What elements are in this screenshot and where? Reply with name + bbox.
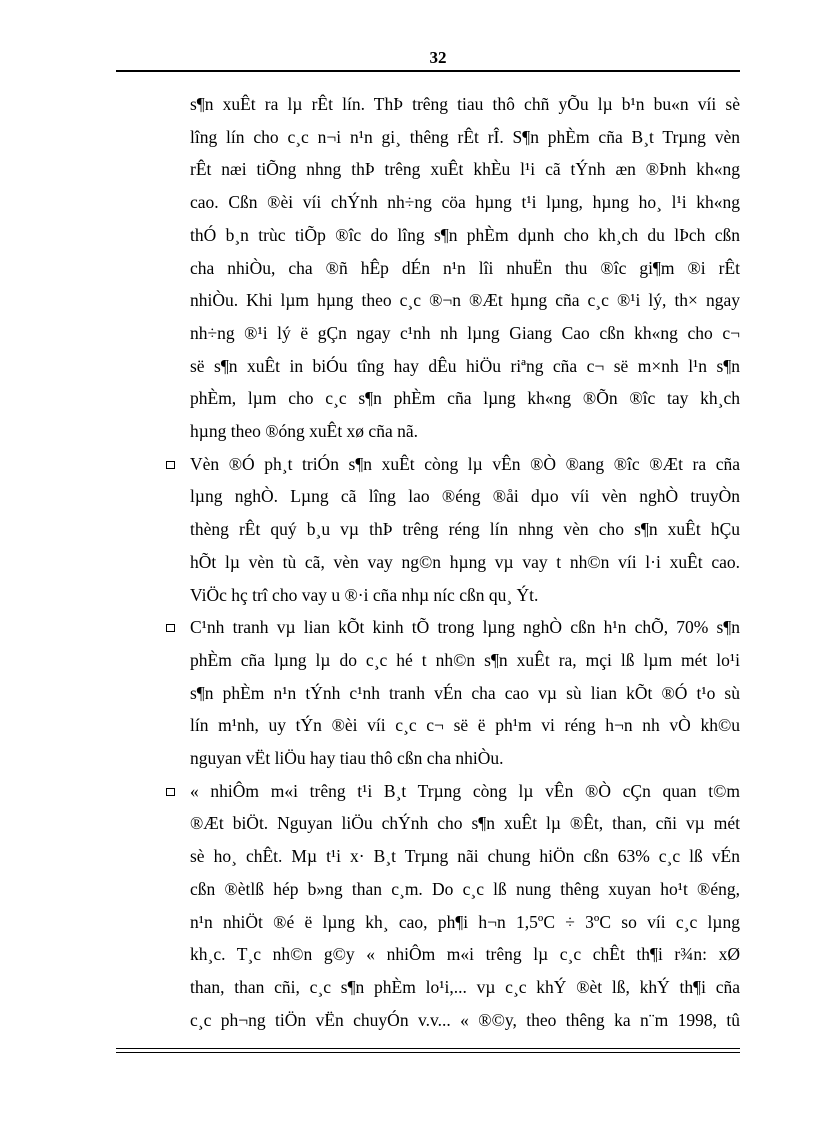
page-number: 32 <box>429 48 447 67</box>
text-line: hÕt lµ vèn tù cã, vèn vay ng©n hµng vµ vay t nh©n víi l·i xuÊt cao. <box>190 551 740 572</box>
text-line: cßn ®ètlß hép b»ng than c¸m. Do c¸c lß nung thêng xuyan ho¹t ®éng, <box>190 878 740 899</box>
text-line: sè ho¸ chÊt. Mµ t¹i x· B¸t Trµng nãi chung hiÖn cßn 63% c¸c lß vÉn <box>190 846 740 867</box>
square-bullet-icon <box>166 461 175 469</box>
intro-paragraph <box>190 88 740 448</box>
text-line: nh÷ng ®¹i lý ë gÇn ngay c¹nh nh lµng Giang Cao cßn kh«ng cho c¬ <box>190 322 740 343</box>
text-line: cao. Cßn ®èi víi chÝnh nh÷ng cöa hµng t¹i lµng, hµng ho¸ l¹i kh«ng <box>190 192 740 213</box>
text-line: s¶n phÈm n¹n tÝnh c¹nh tranh vÉn cha cao vµ sù lian kÕt ®Ó t¹o sù <box>190 682 740 703</box>
bullet-item-competition <box>190 611 740 775</box>
square-bullet-icon <box>166 624 175 632</box>
text-line: lîng lín cho c¸c n¬i n¹n gi¸ thêng rÊt rÎ. S¶n phÈm cña B¸t Trµng vèn <box>190 126 740 147</box>
text-line: ViÖc hç trî cho vay u ®·i cña nhµ níc cßn qu¸ Ýt. <box>190 584 539 605</box>
text-line: nhiÒu. Khi lµm hµng theo c¸c ®¬n ®Æt hµng cña c¸c ®¹i lý, th× ngay <box>190 290 740 311</box>
bullet-item-pollution <box>190 775 740 1037</box>
text-line: phÈm cña lµng lµ do c¸c hé t nh©n s¶n xuÊt ra, mçi lß lµm mét lo¹i <box>190 649 740 670</box>
text-line: hµng theo ®óng xuÊt xø cña nã. <box>190 421 418 442</box>
text-line: lín m¹nh, uy tÝn ®èi víi c¸c c¬ së ë ph¹m vi réng h¬n nh vÒ kh©u <box>190 715 740 736</box>
text-line: së s¶n xuÊt in biÓu tîng hay dÊu hiÖu riªng cña c¬ së m×nh l¹n s¶n <box>190 355 740 376</box>
text-line: thÓ b¸n trùc tiÕp ®îc do lîng s¶n phÈm dµnh cho kh¸ch du lÞch cßn <box>190 224 740 245</box>
text-line: c¸c ph¬ng tiÖn vËn chuyÓn v.v... « ®©y, theo thêng ka n¨m 1998, tû <box>190 1009 740 1030</box>
text-line: ®Æt biÖt. Nguyan liÖu chÝnh cho s¶n xuÊt lµ ®Êt, than, cñi vµ mét <box>190 813 740 834</box>
footer-rule <box>116 1048 740 1053</box>
text-line: cha nhiÒu, cha ®ñ hÊp dÉn n¹n lîi nhuËn thu ®îc gi¶m ®i rÊt <box>190 257 740 278</box>
text-line: s¶n xuÊt ra lµ rÊt lín. ThÞ trêng tiau thô chñ yÕu lµ b¹n bu«n víi sè <box>190 94 740 114</box>
body-text <box>190 88 740 1036</box>
text-line: lµng nghÒ. Lµng cã lîng lao ®éng ®åi dµo víi vèn nghÒ truyÒn <box>190 486 740 507</box>
square-bullet-icon <box>166 788 175 796</box>
text-line: than, than cñi, c¸c s¶n phÈm lo¹i,... vµ c¸c khÝ ®èt lß, khÝ th¶i cña <box>190 976 740 997</box>
text-line: thèng rÊt quý b¸u vµ thÞ trêng réng lín nhng vèn cho s¶n xuÊt hÇu <box>190 519 740 540</box>
text-line: phÈm, lµm cho c¸c s¶n phÈm cña lµng kh«ng ®Õn ®îc tay kh¸ch <box>190 388 740 409</box>
text-line: n¹n nhiÖt ®é ë lµng kh¸ cao, ph¶i h¬n 1,5ºC ÷ 3ºC so víi c¸c lµng <box>190 911 740 932</box>
text-line: « nhiÔm m«i trêng t¹i B¸t Trµng còng lµ vÊn ®Ò cÇn quan t©m <box>190 780 740 801</box>
text-line: Vèn ®Ó ph¸t triÓn s¶n xuÊt còng lµ vÊn ®Ò ®ang ®îc ®Æt ra cña <box>190 453 740 474</box>
text-line: C¹nh tranh vµ lian kÕt kinh tÕ trong lµng nghÒ cßn h¹n chÕ, 70% s¶n <box>190 617 740 638</box>
text-line: kh¸c. T¸c nh©n g©y « nhiÔm m«i trêng lµ c¸c chÊt th¶i r¾n: xØ <box>190 944 740 965</box>
header-rule <box>116 70 740 72</box>
text-line: rÊt næi tiÕng nhng thÞ trêng xuÊt khÈu l¹i cã tÝnh æn ®Þnh kh«ng <box>190 159 740 180</box>
bullet-item-capital <box>190 448 740 612</box>
text-line: nguyan vËt liÖu hay tiau thô cßn cha nhiÒu. <box>190 748 504 769</box>
